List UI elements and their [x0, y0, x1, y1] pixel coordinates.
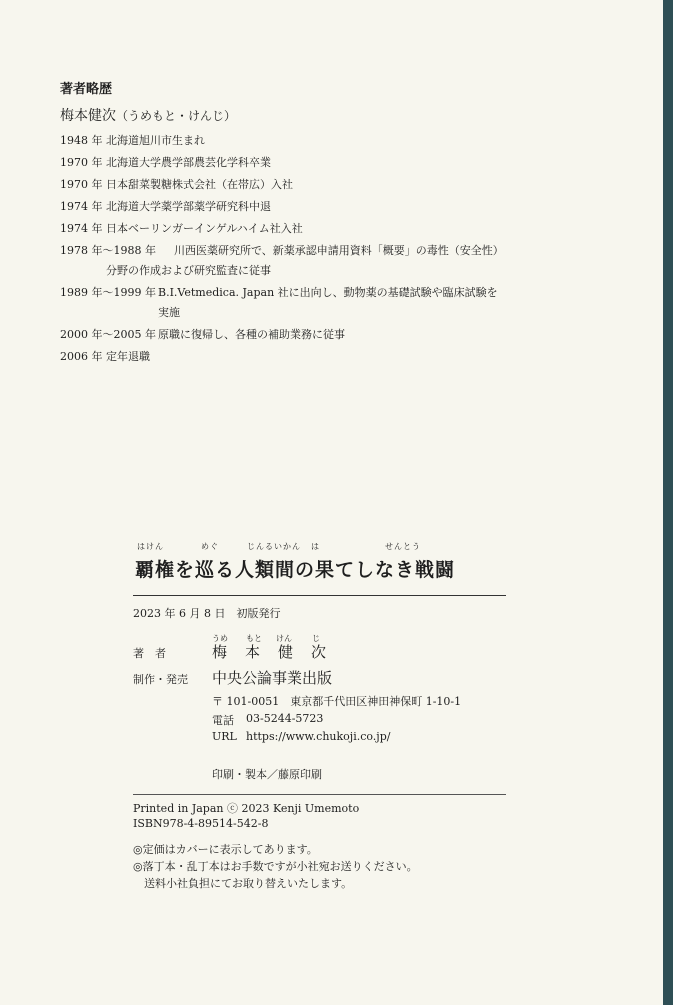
title-divider	[133, 595, 506, 596]
career-text: 日本甜菜製糖株式会社（在帯広）入社	[106, 178, 293, 191]
career-item	[60, 346, 560, 368]
publisher-address: 〒 101-0051 東京都千代田区神田神保町 1-10-1	[212, 695, 462, 708]
printer-info: 印刷・製本／藤原印刷	[212, 768, 322, 781]
career-text: 日本ベーリンガーインゲルハイム社入社	[106, 222, 303, 235]
career-year: 2000 年～2005 年	[60, 328, 156, 341]
career-year: 1948 年	[60, 134, 103, 147]
career-year: 2006 年	[60, 350, 103, 363]
title-ruby: じんるいかん	[247, 542, 301, 551]
profile-heading: 著者略歴	[60, 82, 113, 97]
title-ruby: はけん	[137, 542, 164, 551]
copyright-line: Printed in Japan ⓒ 2023 Kenji Umemoto	[133, 802, 360, 815]
career-item	[60, 282, 560, 324]
footer-divider	[133, 794, 506, 795]
publication-date: 2023 年 6 月 8 日 初版発行	[133, 607, 281, 620]
career-year: 1989 年～1999 年	[60, 286, 156, 299]
author-name-kanji: 梅本健次	[60, 108, 116, 124]
author-ruby: けん	[276, 634, 292, 643]
career-list	[60, 130, 560, 368]
career-item	[60, 218, 560, 240]
author-ruby: じ	[312, 634, 320, 643]
isbn: ISBN978-4-89514-542-8	[133, 817, 269, 830]
career-item	[60, 130, 560, 152]
title-ruby: は	[311, 542, 320, 551]
author-label: 著 者	[133, 647, 166, 660]
career-item	[60, 174, 560, 196]
career-item	[60, 152, 560, 174]
career-year: 1970 年	[60, 156, 103, 169]
career-item	[60, 240, 560, 282]
career-text: 北海道大学農学部農芸化学科卒業	[106, 156, 271, 169]
career-year: 1970 年	[60, 178, 103, 191]
author-value: 梅本健次	[212, 643, 345, 661]
author-ruby: もと	[246, 634, 262, 643]
url-value: https://www.chukoji.co.jp/	[246, 730, 391, 743]
career-item	[60, 196, 560, 218]
publisher-label: 制作・発売	[133, 673, 188, 686]
book-title-text: 覇権を巡る人類間の果てしなき戦闘	[135, 559, 456, 581]
page-edge	[663, 0, 673, 1005]
author-name	[60, 105, 236, 125]
note-price: ◎定価はカバーに表示してあります。	[133, 843, 318, 856]
career-year: 1978 年～1988 年	[60, 244, 156, 257]
career-text: B.I.Vetmedica. Japan 社に出向し、動物薬の基礎試験や臨床試験を	[158, 286, 498, 299]
career-text-cont: 分野の作成および研究監査に従事	[106, 264, 271, 277]
career-text: 川西医薬研究所で、新薬承認申請用資料「概要」の毒性（安全性）	[174, 244, 504, 257]
publisher-value: 中央公論事業出版	[212, 669, 333, 687]
title-ruby: せんとう	[385, 542, 421, 551]
book-title	[135, 542, 456, 582]
career-text: 北海道旭川市生まれ	[106, 134, 205, 147]
phone-label: 電話	[212, 714, 234, 727]
career-year: 1974 年	[60, 200, 103, 213]
title-ruby: めぐ	[201, 542, 219, 551]
career-text: 原職に復帰し、各種の補助業務に従事	[158, 328, 345, 341]
author-name-kana: （うめもと・けんじ）	[116, 109, 237, 123]
author-ruby: うめ	[212, 634, 228, 643]
career-year: 1974 年	[60, 222, 103, 235]
note-returns: ◎落丁本・乱丁本はお手数ですが小社宛お送りください。	[133, 860, 418, 873]
note-shipping: 送料小社負担にてお取り替えいたします。	[133, 877, 353, 890]
career-text: 定年退職	[106, 350, 150, 363]
phone-value: 03-5244-5723	[246, 712, 324, 725]
career-item	[60, 324, 560, 346]
url-label: URL	[212, 730, 237, 743]
career-text: 北海道大学薬学部薬学研究科中退	[106, 200, 271, 213]
career-text-cont: 実施	[158, 306, 180, 319]
